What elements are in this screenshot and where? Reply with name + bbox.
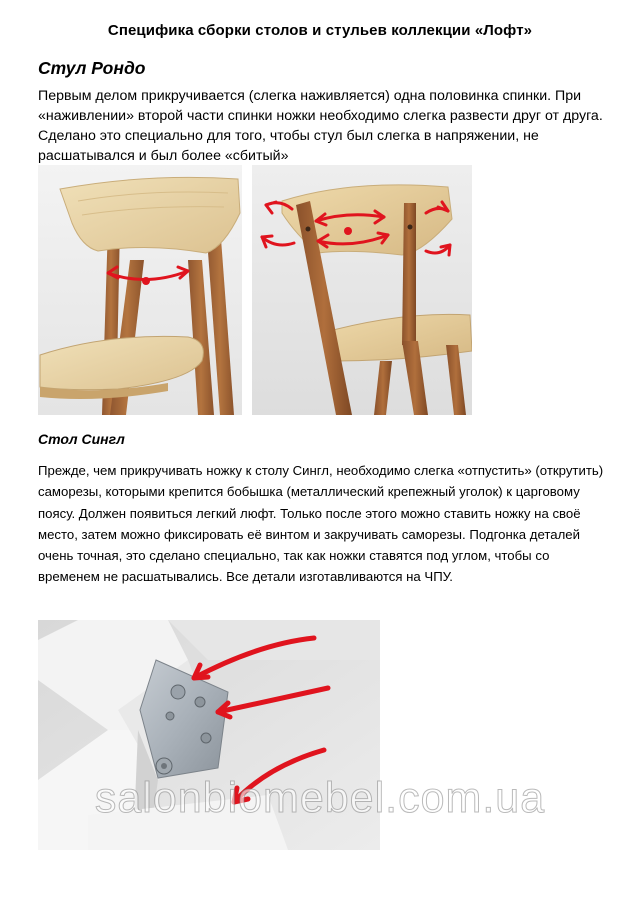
page-title: Специфика сборки столов и стульев коллекции «Лофт» [107, 22, 533, 39]
section-heading-chair: Стул Рондо [38, 58, 146, 78]
chair-front-photo [38, 165, 242, 415]
section-heading-table: Стол Сингл [38, 431, 125, 447]
watermark: salonbiomebel.com.ua [94, 774, 546, 822]
chair-instructions-text: Первым делом прикручивается (слегка наживляется) одна половинка спинки. При «наживлении» второй части спинки ножки необходимо слегка развести друг от друга. Сделано это специально для того, чтобы стул был слегка в напряжении, не расшатывался и был более «сбитый» [38, 88, 603, 164]
table-instructions-text: Прежде, чем прикручивать ножку к столу Сингл, необходимо слегка «отпустить» (открутить) саморезы, которыми крепится бобышка (металлический крепежный уголок) к царговому поясу. Должен появиться легкий люфт. Только после этого можно ставить ножку на своё место, затем можно фиксировать её винтом и закручивать саморезы. Подгонка деталей очень точная, это сделано специально, так как ножки ставятся под углом, чтобы со временем не расшатывались. Все детали изготавливаются на ЧПУ. [38, 463, 604, 585]
chair-back-photo [252, 165, 472, 415]
